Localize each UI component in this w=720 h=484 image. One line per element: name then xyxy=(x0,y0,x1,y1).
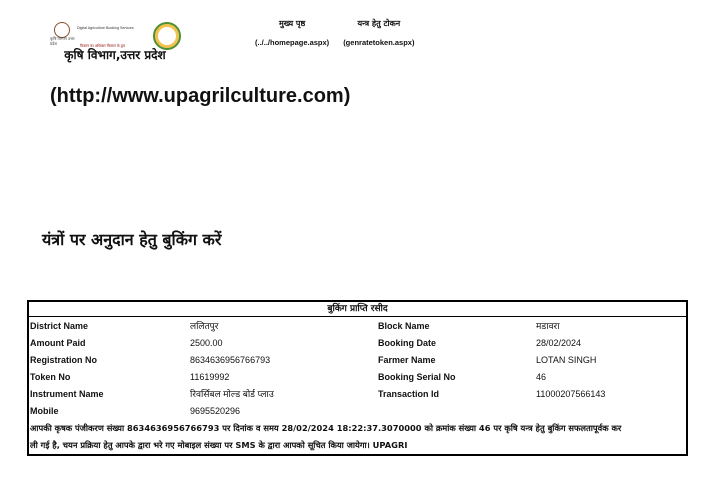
top-navigation xyxy=(255,18,414,47)
field-label: Instrument Name xyxy=(30,388,104,399)
nav-item-home[interactable] xyxy=(255,18,329,47)
header-logo xyxy=(50,20,180,50)
receipt-table xyxy=(29,317,686,419)
booking-receipt xyxy=(27,300,688,456)
field-value: मडावरा xyxy=(536,321,560,331)
seal-icon xyxy=(153,22,181,50)
nav-token-link[interactable]: (genratetoken.aspx) xyxy=(343,38,415,47)
nav-home-link[interactable]: (../../homepage.aspx) xyxy=(255,38,330,47)
logo-caption: किसान का अधिकार किसान के द्वार xyxy=(80,44,126,48)
table-row xyxy=(29,317,686,334)
field-label: Booking Date xyxy=(378,337,437,348)
field-value: 9695520296 xyxy=(190,405,241,416)
table-row xyxy=(29,351,686,368)
field-label: Registration No xyxy=(30,354,98,365)
table-row xyxy=(29,385,686,402)
brand-name: कृषि विभाग,उत्तर प्रदेश xyxy=(64,48,166,62)
field-value: 2500.00 xyxy=(190,337,223,348)
field-value: 11000207566143 xyxy=(536,388,606,399)
table-row xyxy=(29,368,686,385)
field-value: LOTAN SINGH xyxy=(536,354,597,365)
field-value: रिवर्सिबल मोल्ड बोर्ड प्लाउ xyxy=(190,389,274,399)
page-title: यंत्रों पर अनुदान हेतु बुकिंग करें xyxy=(42,230,222,249)
nav-token-label[interactable]: यन्त्र हेतु टोकन xyxy=(357,19,401,28)
nav-item-token[interactable] xyxy=(343,18,414,47)
receipt-title: बुकिंग प्राप्ति रसीद xyxy=(29,302,686,317)
nav-home-label[interactable]: मुख्य पृष्ठ xyxy=(279,19,306,28)
field-value: 28/02/2024 xyxy=(536,337,582,348)
field-label: Block Name xyxy=(378,320,430,331)
field-label: Mobile xyxy=(30,405,59,416)
field-label: District Name xyxy=(30,320,89,331)
notice-line: ली गई है, चयन प्रक्रिया हेतु आपके द्वारा भरे गए मोबाइल संख्या पर SMS के द्वारा आपको सूचित किया जायेगा। UPAGRI xyxy=(30,440,408,450)
booking-confirmation-notice xyxy=(29,420,686,454)
brand-url[interactable]: (http://www.upagrilculture.com) xyxy=(50,85,351,107)
table-row xyxy=(29,402,686,419)
logo-org-text: Digital Agriculture Booking Services xyxy=(77,26,134,30)
field-label: Token No xyxy=(30,371,71,382)
field-label: Farmer Name xyxy=(378,354,436,365)
field-value: 11619992 xyxy=(190,371,230,382)
field-value: 8634636956766793 xyxy=(190,354,271,365)
field-value: 46 xyxy=(536,371,547,382)
table-row xyxy=(29,334,686,351)
field-label: Amount Paid xyxy=(30,337,86,348)
field-value: ललितपुर xyxy=(190,321,219,331)
field-label: Booking Serial No xyxy=(378,371,456,382)
notice-line: आपकी कृषक पंजीकरण संख्या 8634636956766793 पर दिनांक व समय 28/02/2024 18:22:37.3070000 को क्रमांक संख्या 46 पर कृषि यन्त्र हेतु बुकिंग सफलतापूर्वक कर xyxy=(30,423,622,433)
logo-dept-text: कृषि विभाग उत्तर प्रदेश xyxy=(50,36,75,46)
field-label: Transaction Id xyxy=(378,388,440,399)
